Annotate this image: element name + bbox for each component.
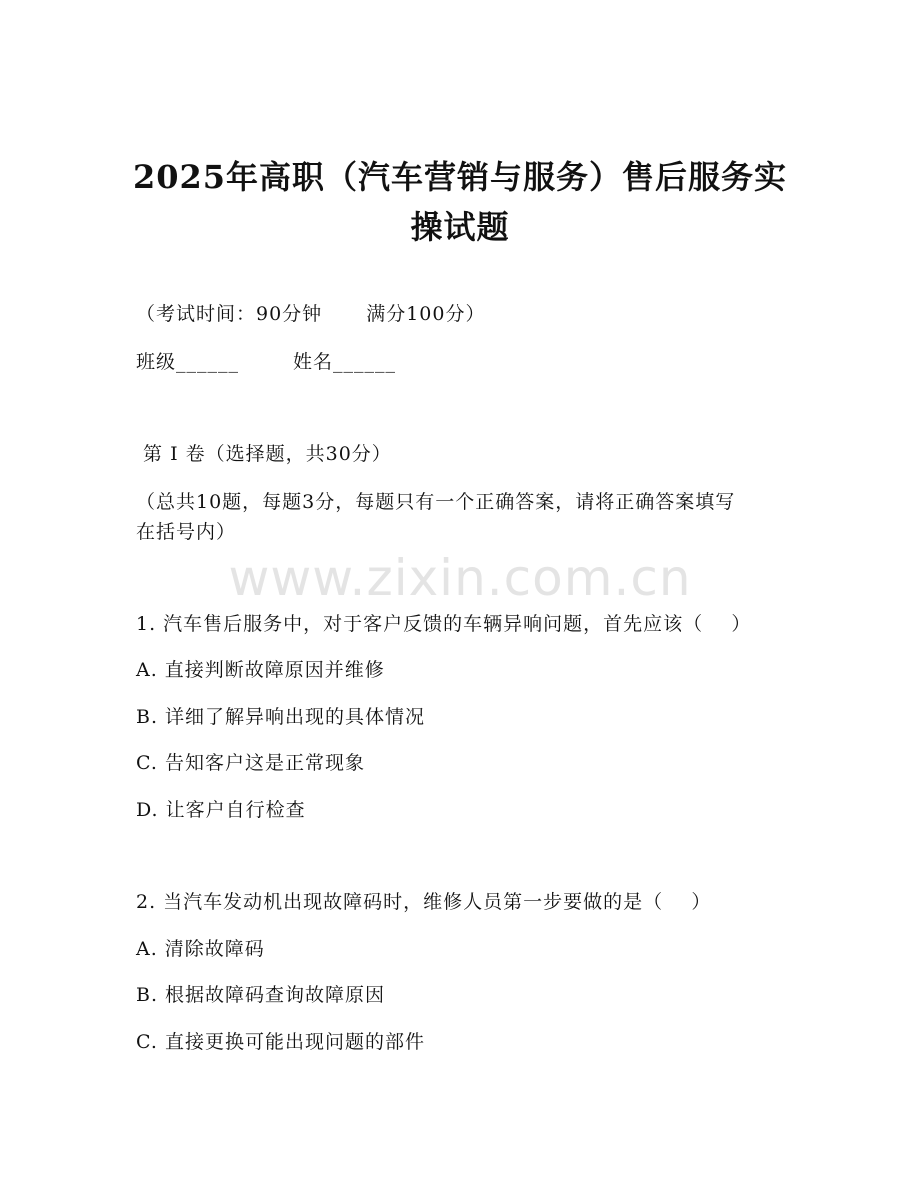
question-2-option-a: A. 清除故障码	[136, 938, 265, 960]
exam-time: （考试时间：90分钟	[136, 303, 323, 325]
question-1-stem: 1. 汽车售后服务中，对于客户反馈的车辆异响问题，首先应该（ ）	[136, 613, 752, 635]
section-instruction-line-2: 在括号内）	[136, 521, 237, 543]
question-2-stem: 2. 当汽车发动机出现故障码时，维修人员第一步要做的是（ ）	[136, 891, 712, 913]
document-title-line-2: 操试题	[410, 208, 510, 246]
question-1-option-d: D. 让客户自行检查	[136, 799, 306, 821]
exam-full-score: 满分100分）	[366, 303, 486, 325]
question-2-option-b: B. 根据故障码查询故障原因	[136, 984, 386, 1006]
name-field-label: 姓名______	[293, 351, 397, 373]
class-field-label: 班级______	[136, 351, 240, 373]
section-instruction-line-1: （总共10题，每题3分，每题只有一个正确答案，请将正确答案填写	[136, 491, 736, 513]
question-1-option-b: B. 详细了解异响出现的具体情况	[136, 706, 426, 728]
student-info	[136, 350, 396, 374]
watermark: www.zixin.com.cn	[228, 549, 692, 607]
document-title-line-1: 2025年高职（汽车营销与服务）售后服务实	[132, 158, 788, 196]
section-heading: 第 I 卷（选择题，共30分）	[136, 443, 392, 465]
question-1-option-a: A. 直接判断故障原因并维修	[136, 659, 385, 681]
question-1-option-c: C. 告知客户这是正常现象	[136, 752, 365, 774]
question-2-option-c: C. 直接更换可能出现问题的部件	[136, 1031, 425, 1053]
exam-info	[136, 302, 485, 326]
